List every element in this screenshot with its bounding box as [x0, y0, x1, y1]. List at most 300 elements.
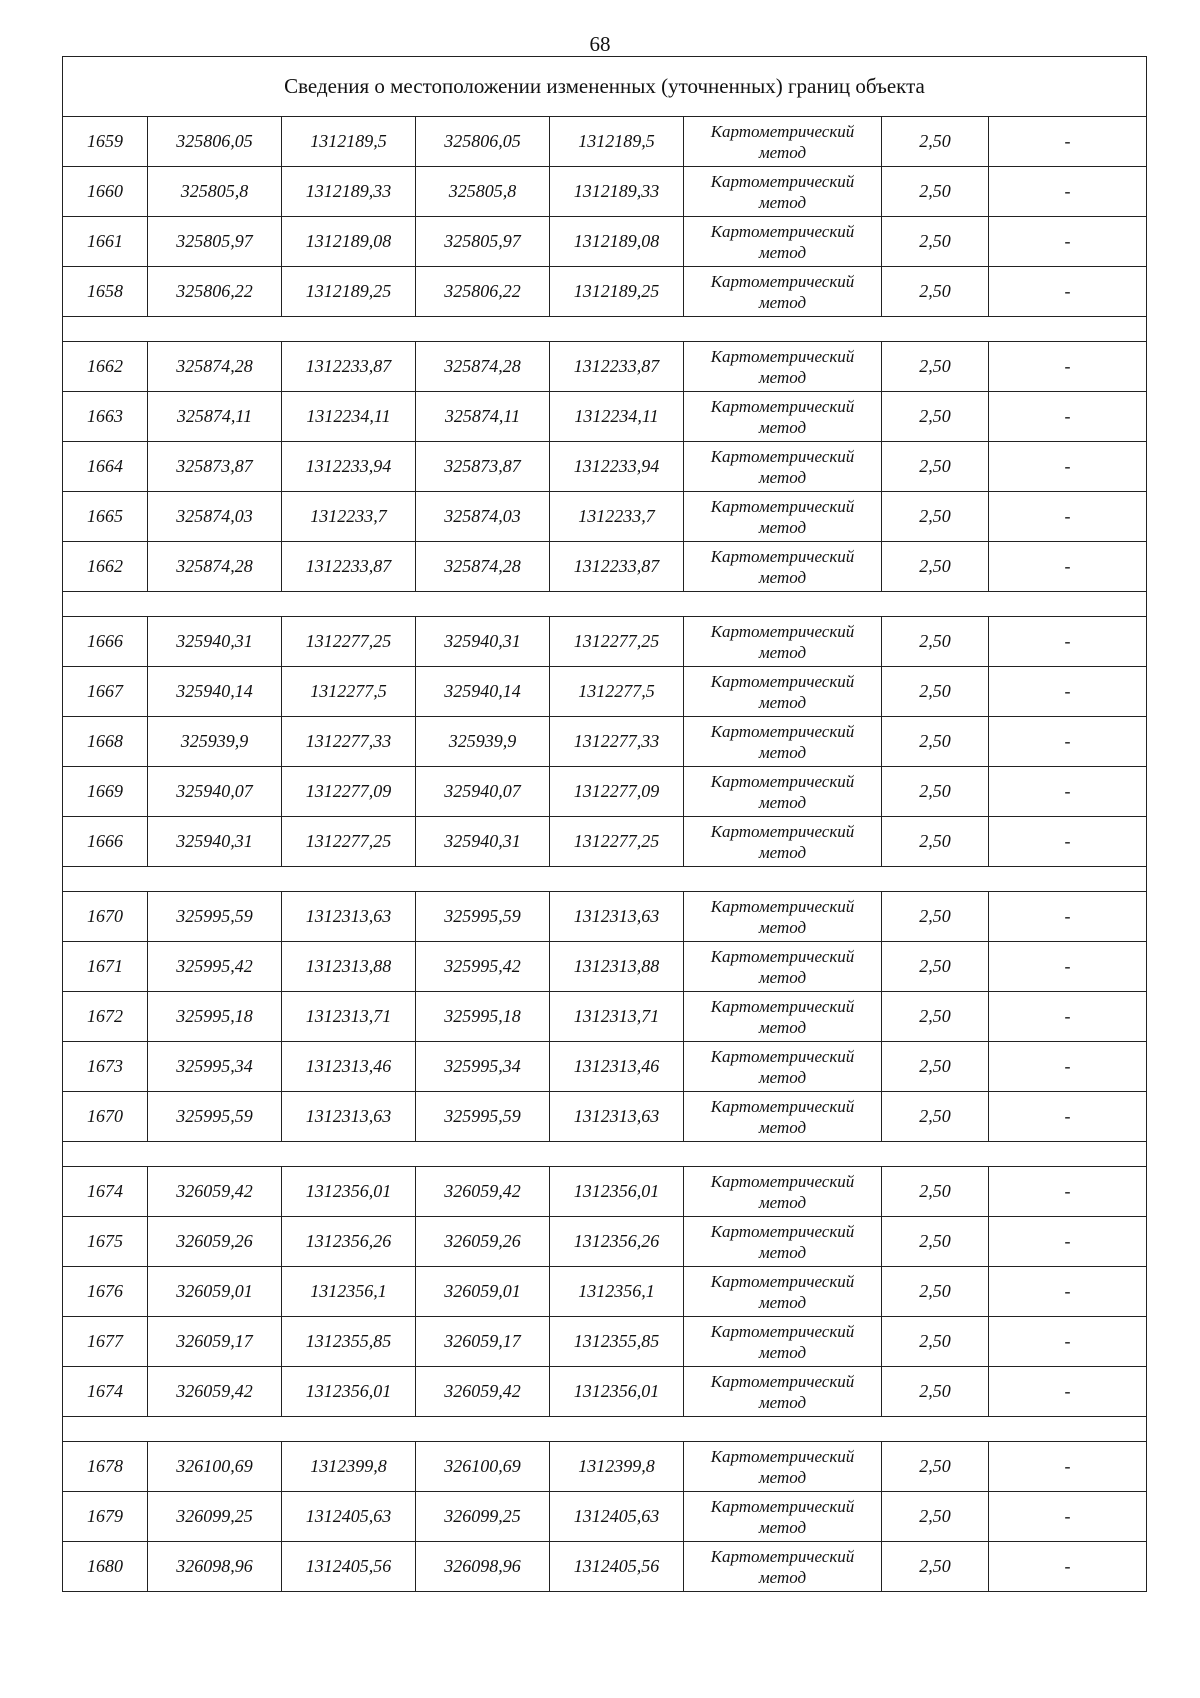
x-existing-cell: 326059,26: [148, 1217, 282, 1267]
method-line2: метод: [758, 242, 807, 262]
method-line2: метод: [758, 567, 807, 587]
y-new-cell: 1312356,01: [550, 1167, 684, 1217]
description-cell: -: [989, 1217, 1147, 1267]
method-line2: метод: [758, 292, 807, 312]
y-existing-cell: 1312405,56: [282, 1542, 416, 1592]
method-line2: метод: [758, 517, 807, 537]
point-number-cell: 1662: [63, 542, 148, 592]
table-body: [63, 57, 1147, 1592]
table-row: [63, 1542, 1147, 1592]
x-new-cell: 325995,59: [416, 892, 550, 942]
table-title: Сведения о местоположении измененных (уточненных) границ объекта: [63, 57, 1147, 117]
accuracy-cell: 2,50: [882, 717, 989, 767]
y-new-cell: 1312277,33: [550, 717, 684, 767]
x-existing-cell: 325995,34: [148, 1042, 282, 1092]
table-row: [63, 1317, 1147, 1367]
separator-cell: [63, 592, 1147, 617]
method-line1: Картометрический: [710, 121, 855, 141]
table-row: [63, 767, 1147, 817]
description-cell: -: [989, 892, 1147, 942]
x-existing-cell: 325940,07: [148, 767, 282, 817]
x-new-cell: 325874,28: [416, 342, 550, 392]
description-cell: -: [989, 267, 1147, 317]
x-new-cell: 325939,9: [416, 717, 550, 767]
accuracy-cell: 2,50: [882, 442, 989, 492]
accuracy-cell: 2,50: [882, 1042, 989, 1092]
method-cell: [684, 1042, 882, 1092]
method-line2: метод: [758, 1192, 807, 1212]
point-number-cell: 1673: [63, 1042, 148, 1092]
x-new-cell: 325874,11: [416, 392, 550, 442]
y-existing-cell: 1312277,25: [282, 617, 416, 667]
accuracy-cell: 2,50: [882, 392, 989, 442]
accuracy-cell: 2,50: [882, 767, 989, 817]
description-cell: -: [989, 667, 1147, 717]
method-line2: метод: [758, 142, 807, 162]
point-number-cell: 1667: [63, 667, 148, 717]
separator-cell: [63, 867, 1147, 892]
y-existing-cell: 1312356,1: [282, 1267, 416, 1317]
method-line2: метод: [758, 1342, 807, 1362]
y-new-cell: 1312189,08: [550, 217, 684, 267]
method-line2: метод: [758, 1292, 807, 1312]
x-existing-cell: 325874,28: [148, 342, 282, 392]
table-title-row: [63, 57, 1147, 117]
point-number-cell: 1668: [63, 717, 148, 767]
y-new-cell: 1312405,56: [550, 1542, 684, 1592]
x-new-cell: 325874,03: [416, 492, 550, 542]
separator-cell: [63, 1142, 1147, 1167]
y-existing-cell: 1312277,25: [282, 817, 416, 867]
x-new-cell: 326059,01: [416, 1267, 550, 1317]
method-cell: [684, 817, 882, 867]
y-existing-cell: 1312189,33: [282, 167, 416, 217]
page-number: 68: [589, 32, 611, 56]
point-number-cell: 1661: [63, 217, 148, 267]
method-line2: метод: [758, 842, 807, 862]
table-row: [63, 1442, 1147, 1492]
method-line2: метод: [758, 1517, 807, 1537]
point-number-cell: 1675: [63, 1217, 148, 1267]
table-row: [63, 817, 1147, 867]
y-new-cell: 1312355,85: [550, 1317, 684, 1367]
accuracy-cell: 2,50: [882, 542, 989, 592]
contour-separator-row: [63, 867, 1147, 892]
table-row: [63, 1367, 1147, 1417]
method-cell: [684, 342, 882, 392]
x-existing-cell: 326098,96: [148, 1542, 282, 1592]
point-number-cell: 1674: [63, 1367, 148, 1417]
y-existing-cell: 1312313,71: [282, 992, 416, 1042]
description-cell: -: [989, 1367, 1147, 1417]
method-cell: [684, 1442, 882, 1492]
method-cell: [684, 392, 882, 442]
method-cell: [684, 167, 882, 217]
accuracy-cell: 2,50: [882, 117, 989, 167]
description-cell: -: [989, 942, 1147, 992]
point-number-cell: 1660: [63, 167, 148, 217]
accuracy-cell: 2,50: [882, 1442, 989, 1492]
method-line2: метод: [758, 792, 807, 812]
x-existing-cell: 325874,11: [148, 392, 282, 442]
x-new-cell: 325805,8: [416, 167, 550, 217]
accuracy-cell: 2,50: [882, 892, 989, 942]
x-new-cell: 325940,31: [416, 617, 550, 667]
method-line1: Картометрический: [710, 396, 855, 416]
method-line1: Картометрический: [710, 221, 855, 241]
description-cell: -: [989, 1092, 1147, 1142]
x-new-cell: 326098,96: [416, 1542, 550, 1592]
x-new-cell: 325995,18: [416, 992, 550, 1042]
method-line1: Картометрический: [710, 621, 855, 641]
accuracy-cell: 2,50: [882, 817, 989, 867]
y-new-cell: 1312277,25: [550, 817, 684, 867]
y-new-cell: 1312405,63: [550, 1492, 684, 1542]
method-line2: метод: [758, 1242, 807, 1262]
method-line2: метод: [758, 1392, 807, 1412]
y-existing-cell: 1312313,63: [282, 892, 416, 942]
x-new-cell: 325940,14: [416, 667, 550, 717]
method-line1: Картометрический: [710, 546, 855, 566]
description-cell: -: [989, 117, 1147, 167]
method-line1: Картометрический: [710, 171, 855, 191]
y-new-cell: 1312313,46: [550, 1042, 684, 1092]
x-new-cell: 326100,69: [416, 1442, 550, 1492]
y-new-cell: 1312356,26: [550, 1217, 684, 1267]
x-new-cell: 326059,26: [416, 1217, 550, 1267]
accuracy-cell: 2,50: [882, 1167, 989, 1217]
point-number-cell: 1663: [63, 392, 148, 442]
table-row: [63, 992, 1147, 1042]
description-cell: -: [989, 1167, 1147, 1217]
x-new-cell: 325874,28: [416, 542, 550, 592]
y-existing-cell: 1312405,63: [282, 1492, 416, 1542]
point-number-cell: 1662: [63, 342, 148, 392]
x-existing-cell: 325806,05: [148, 117, 282, 167]
point-number-cell: 1669: [63, 767, 148, 817]
description-cell: -: [989, 617, 1147, 667]
contour-separator-row: [63, 592, 1147, 617]
method-line2: метод: [758, 1567, 807, 1587]
table-row: [63, 942, 1147, 992]
y-existing-cell: 1312399,8: [282, 1442, 416, 1492]
y-new-cell: 1312233,87: [550, 342, 684, 392]
point-number-cell: 1666: [63, 617, 148, 667]
table-row: [63, 1217, 1147, 1267]
x-existing-cell: 325995,59: [148, 892, 282, 942]
x-existing-cell: 325805,97: [148, 217, 282, 267]
x-new-cell: 326059,42: [416, 1167, 550, 1217]
table-row: [63, 442, 1147, 492]
description-cell: -: [989, 1442, 1147, 1492]
description-cell: -: [989, 717, 1147, 767]
y-new-cell: 1312277,09: [550, 767, 684, 817]
point-number-cell: 1670: [63, 892, 148, 942]
accuracy-cell: 2,50: [882, 617, 989, 667]
description-cell: -: [989, 392, 1147, 442]
method-line1: Картометрический: [710, 1546, 855, 1566]
method-cell: [684, 767, 882, 817]
x-existing-cell: 325873,87: [148, 442, 282, 492]
y-new-cell: 1312313,71: [550, 992, 684, 1042]
separator-cell: [63, 1417, 1147, 1442]
x-new-cell: 325805,97: [416, 217, 550, 267]
method-line1: Картометрический: [710, 1271, 855, 1291]
description-cell: -: [989, 542, 1147, 592]
description-cell: -: [989, 1492, 1147, 1542]
point-number-cell: 1666: [63, 817, 148, 867]
y-new-cell: 1312277,5: [550, 667, 684, 717]
x-existing-cell: 326059,17: [148, 1317, 282, 1367]
method-line1: Картометрический: [710, 1446, 855, 1466]
y-new-cell: 1312313,88: [550, 942, 684, 992]
x-existing-cell: 325995,59: [148, 1092, 282, 1142]
boundary-coordinates-table: [62, 56, 1147, 1592]
point-number-cell: 1659: [63, 117, 148, 167]
y-new-cell: 1312399,8: [550, 1442, 684, 1492]
description-cell: -: [989, 817, 1147, 867]
method-line1: Картометрический: [710, 821, 855, 841]
y-new-cell: 1312189,25: [550, 267, 684, 317]
y-existing-cell: 1312313,46: [282, 1042, 416, 1092]
method-line2: метод: [758, 192, 807, 212]
x-new-cell: 325995,34: [416, 1042, 550, 1092]
x-new-cell: 325940,31: [416, 817, 550, 867]
point-number-cell: 1674: [63, 1167, 148, 1217]
method-line1: Картометрический: [710, 1096, 855, 1116]
table-row: [63, 217, 1147, 267]
method-line1: Картометрический: [710, 1321, 855, 1341]
x-existing-cell: 325939,9: [148, 717, 282, 767]
method-cell: [684, 492, 882, 542]
x-existing-cell: 325995,42: [148, 942, 282, 992]
description-cell: -: [989, 1042, 1147, 1092]
method-line1: Картометрический: [710, 1496, 855, 1516]
accuracy-cell: 2,50: [882, 1367, 989, 1417]
accuracy-cell: 2,50: [882, 342, 989, 392]
method-line1: Картометрический: [710, 1046, 855, 1066]
method-line2: метод: [758, 1017, 807, 1037]
y-new-cell: 1312233,94: [550, 442, 684, 492]
point-number-cell: 1678: [63, 1442, 148, 1492]
method-cell: [684, 442, 882, 492]
point-number-cell: 1665: [63, 492, 148, 542]
y-existing-cell: 1312189,25: [282, 267, 416, 317]
method-cell: [684, 1267, 882, 1317]
y-new-cell: 1312313,63: [550, 1092, 684, 1142]
accuracy-cell: 2,50: [882, 667, 989, 717]
table-row: [63, 167, 1147, 217]
method-cell: [684, 1542, 882, 1592]
table-row: [63, 492, 1147, 542]
x-existing-cell: 325805,8: [148, 167, 282, 217]
y-existing-cell: 1312233,94: [282, 442, 416, 492]
x-existing-cell: 325806,22: [148, 267, 282, 317]
x-new-cell: 326059,17: [416, 1317, 550, 1367]
method-line1: Картометрический: [710, 1221, 855, 1241]
x-existing-cell: 325874,28: [148, 542, 282, 592]
description-cell: -: [989, 217, 1147, 267]
table-row: [63, 892, 1147, 942]
y-existing-cell: 1312313,88: [282, 942, 416, 992]
method-cell: [684, 992, 882, 1042]
x-new-cell: 326099,25: [416, 1492, 550, 1542]
point-number-cell: 1680: [63, 1542, 148, 1592]
method-cell: [684, 942, 882, 992]
method-line2: метод: [758, 967, 807, 987]
method-line1: Картометрический: [710, 721, 855, 741]
x-existing-cell: 325940,14: [148, 667, 282, 717]
table-row: [63, 117, 1147, 167]
x-existing-cell: 325995,18: [148, 992, 282, 1042]
x-new-cell: 325873,87: [416, 442, 550, 492]
method-line1: Картометрический: [710, 896, 855, 916]
method-cell: [684, 267, 882, 317]
table-row: [63, 1092, 1147, 1142]
x-new-cell: 325806,22: [416, 267, 550, 317]
x-new-cell: 325806,05: [416, 117, 550, 167]
y-new-cell: 1312189,5: [550, 117, 684, 167]
accuracy-cell: 2,50: [882, 492, 989, 542]
description-cell: -: [989, 1317, 1147, 1367]
y-new-cell: 1312356,01: [550, 1367, 684, 1417]
method-line1: Картометрический: [710, 1371, 855, 1391]
method-line1: Картометрический: [710, 771, 855, 791]
y-new-cell: 1312234,11: [550, 392, 684, 442]
method-line2: метод: [758, 642, 807, 662]
x-existing-cell: 325874,03: [148, 492, 282, 542]
method-line2: метод: [758, 1467, 807, 1487]
method-cell: [684, 1217, 882, 1267]
method-cell: [684, 1492, 882, 1542]
table-row: [63, 267, 1147, 317]
method-cell: [684, 1092, 882, 1142]
y-existing-cell: 1312234,11: [282, 392, 416, 442]
y-new-cell: 1312233,7: [550, 492, 684, 542]
table-row: [63, 542, 1147, 592]
table-row: [63, 1267, 1147, 1317]
point-number-cell: 1676: [63, 1267, 148, 1317]
y-existing-cell: 1312189,5: [282, 117, 416, 167]
description-cell: -: [989, 342, 1147, 392]
accuracy-cell: 2,50: [882, 1542, 989, 1592]
table-row: [63, 1167, 1147, 1217]
y-new-cell: 1312277,25: [550, 617, 684, 667]
method-cell: [684, 542, 882, 592]
y-existing-cell: 1312356,26: [282, 1217, 416, 1267]
accuracy-cell: 2,50: [882, 992, 989, 1042]
method-line2: метод: [758, 467, 807, 487]
y-existing-cell: 1312313,63: [282, 1092, 416, 1142]
method-line2: метод: [758, 692, 807, 712]
x-new-cell: 326059,42: [416, 1367, 550, 1417]
x-new-cell: 325940,07: [416, 767, 550, 817]
y-existing-cell: 1312277,5: [282, 667, 416, 717]
method-line1: Картометрический: [710, 346, 855, 366]
description-cell: -: [989, 442, 1147, 492]
table-row: [63, 667, 1147, 717]
x-existing-cell: 326059,01: [148, 1267, 282, 1317]
contour-separator-row: [63, 1142, 1147, 1167]
method-cell: [684, 1317, 882, 1367]
method-line2: метод: [758, 917, 807, 937]
method-line2: метод: [758, 1067, 807, 1087]
x-existing-cell: 325940,31: [148, 817, 282, 867]
method-line2: метод: [758, 367, 807, 387]
x-new-cell: 325995,59: [416, 1092, 550, 1142]
x-existing-cell: 326059,42: [148, 1167, 282, 1217]
method-line1: Картометрический: [710, 671, 855, 691]
table-row: [63, 342, 1147, 392]
table-row: [63, 617, 1147, 667]
table-row: [63, 717, 1147, 767]
y-existing-cell: 1312277,33: [282, 717, 416, 767]
accuracy-cell: 2,50: [882, 1492, 989, 1542]
method-cell: [684, 1367, 882, 1417]
accuracy-cell: 2,50: [882, 1092, 989, 1142]
method-cell: [684, 117, 882, 167]
point-number-cell: 1677: [63, 1317, 148, 1367]
x-existing-cell: 326059,42: [148, 1367, 282, 1417]
y-new-cell: 1312356,1: [550, 1267, 684, 1317]
point-number-cell: 1672: [63, 992, 148, 1042]
method-cell: [684, 1167, 882, 1217]
y-existing-cell: 1312233,87: [282, 342, 416, 392]
method-line2: метод: [758, 417, 807, 437]
method-line1: Картометрический: [710, 496, 855, 516]
method-line1: Картометрический: [710, 446, 855, 466]
method-cell: [684, 892, 882, 942]
accuracy-cell: 2,50: [882, 1267, 989, 1317]
point-number-cell: 1679: [63, 1492, 148, 1542]
contour-separator-row: [63, 317, 1147, 342]
x-existing-cell: 326099,25: [148, 1492, 282, 1542]
point-number-cell: 1671: [63, 942, 148, 992]
description-cell: -: [989, 767, 1147, 817]
method-line1: Картометрический: [710, 946, 855, 966]
y-new-cell: 1312313,63: [550, 892, 684, 942]
accuracy-cell: 2,50: [882, 267, 989, 317]
y-existing-cell: 1312356,01: [282, 1167, 416, 1217]
method-line1: Картометрический: [710, 271, 855, 291]
method-cell: [684, 667, 882, 717]
description-cell: -: [989, 1267, 1147, 1317]
x-existing-cell: 326100,69: [148, 1442, 282, 1492]
method-cell: [684, 717, 882, 767]
x-existing-cell: 325940,31: [148, 617, 282, 667]
point-number-cell: 1664: [63, 442, 148, 492]
x-new-cell: 325995,42: [416, 942, 550, 992]
y-existing-cell: 1312277,09: [282, 767, 416, 817]
y-existing-cell: 1312355,85: [282, 1317, 416, 1367]
method-line1: Картометрический: [710, 996, 855, 1016]
accuracy-cell: 2,50: [882, 942, 989, 992]
accuracy-cell: 2,50: [882, 167, 989, 217]
method-line2: метод: [758, 742, 807, 762]
table-row: [63, 392, 1147, 442]
method-cell: [684, 217, 882, 267]
y-new-cell: 1312233,87: [550, 542, 684, 592]
table-row: [63, 1492, 1147, 1542]
description-cell: -: [989, 167, 1147, 217]
accuracy-cell: 2,50: [882, 1317, 989, 1367]
separator-cell: [63, 317, 1147, 342]
accuracy-cell: 2,50: [882, 217, 989, 267]
method-cell: [684, 617, 882, 667]
y-existing-cell: 1312233,7: [282, 492, 416, 542]
table-row: [63, 1042, 1147, 1092]
description-cell: -: [989, 492, 1147, 542]
